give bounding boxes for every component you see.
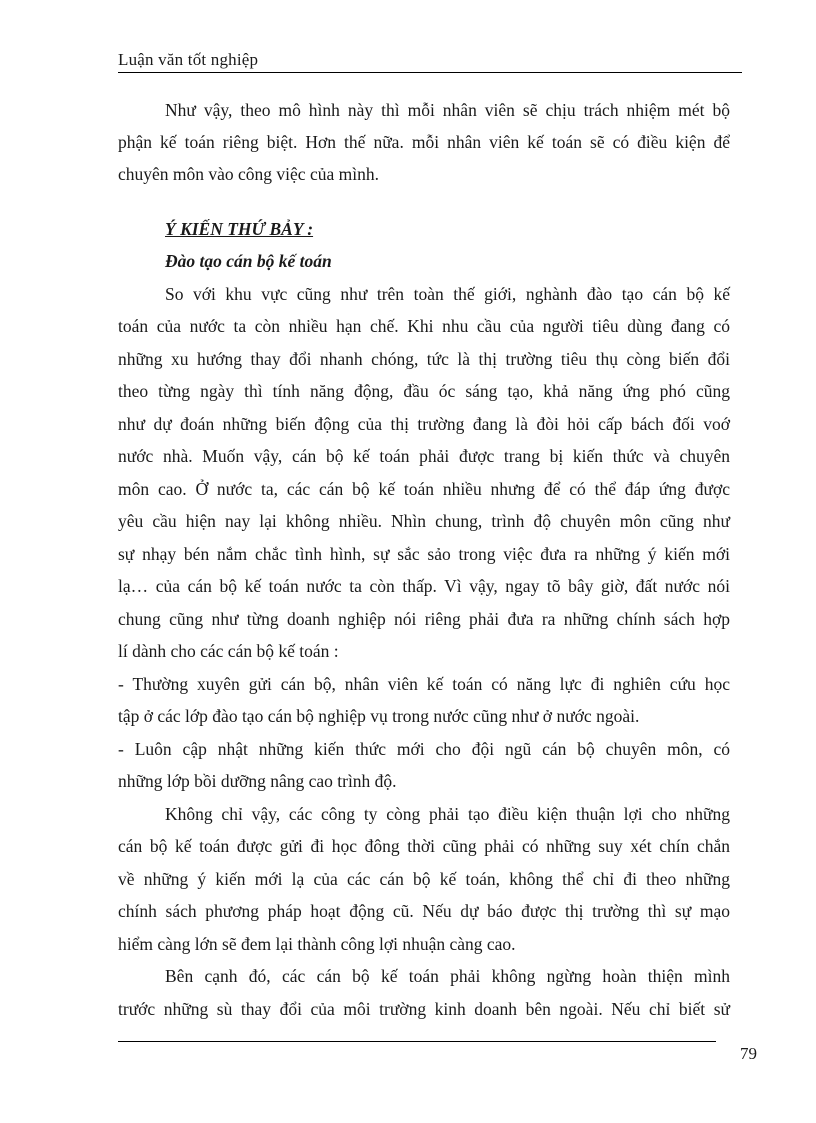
paragraph-line: chuyên môn vào công việc của mình. bbox=[118, 164, 379, 184]
paragraph-line: lí dành cho các cán bộ kế toán : bbox=[118, 641, 339, 661]
paragraph-line: hiểm càng lớn sẽ đem lại thành công lợi nhuận càng cao. bbox=[118, 934, 516, 954]
paragraph-line: cán bộ kế toán được gửi đi học đông thời cũng phải có những suy xét chín chắn bbox=[118, 836, 730, 856]
paragraph-line: lạ… của cán bộ kế toán nước ta còn thấp. Vì vậy, ngay tõ bây giờ, đất nước nói bbox=[118, 576, 730, 596]
bullet-line: - Thường xuyên gửi cán bộ, nhân viên kế toán có năng lực đi nghiên cứu học bbox=[118, 674, 730, 694]
paragraph-line: Bên cạnh đó, các cán bộ kế toán phải không ngừng hoàn thiện mình bbox=[165, 966, 730, 986]
paragraph-line: yêu cầu hiện nay lại không nhiều. Nhìn chung, trình độ chuyên môn cũng như bbox=[118, 511, 730, 531]
bullet-line: tập ở các lớp đào tạo cán bộ nghiệp vụ trong nước cũng như ở nước ngoài. bbox=[118, 706, 640, 726]
paragraph-line: môn cao. Ở nước ta, các cán bộ kế toán nhiều nhưng để có thể đáp ứng được bbox=[118, 479, 730, 499]
page-number: 79 bbox=[740, 1044, 757, 1063]
page-header bbox=[118, 50, 742, 73]
paragraph-line: những xu hướng thay đổi nhanh chóng, tức là thị trường tiêu thụ còng biến đổi bbox=[118, 349, 730, 369]
paragraph-line: theo từng ngày thì tính năng động, đầu óc sáng tạo, khả năng ứng phó cũng bbox=[118, 381, 730, 401]
bullet-line: - Luôn cập nhật những kiến thức mới cho đội ngũ cán bộ chuyên môn, có bbox=[118, 739, 730, 759]
paragraph-line: như dự đoán những biến động của thị trường đang là đòi hỏi cấp bách đối voớ bbox=[118, 414, 730, 434]
paragraph-line: sự nhạy bén nắm chắc tình hình, sự sắc sảo trong việc đưa ra những ý kiến mới bbox=[118, 544, 730, 564]
bullet-line: những lớp bồi dưỡng nâng cao trình độ. bbox=[118, 771, 397, 791]
header-title: Luận văn tốt nghiệp bbox=[118, 50, 259, 69]
paragraph-line: về những ý kiến mới lạ của các cán bộ kế toán, không thể chỉ đi theo những bbox=[118, 869, 730, 889]
paragraph-line: chính sách phương pháp hoạt động cũ. Nếu dự báo được thị trường thì sự mạo bbox=[118, 901, 730, 921]
section-subheading: Đào tạo cán bộ kế toán bbox=[165, 251, 332, 271]
footer-rule bbox=[118, 1041, 716, 1042]
paragraph-line: phận kế toán riêng biệt. Hơn thế nữa. mỗi nhân viên kế toán sẽ có điều kiện để bbox=[118, 132, 730, 152]
section-heading: Ý KIẾN THỨ BẢY : bbox=[165, 219, 314, 239]
paragraph-line: chung cũng như từng doanh nghiệp nói riêng phải đưa ra những chính sách hợp bbox=[118, 609, 730, 629]
paragraph-line: So với khu vực cũng như trên toàn thế giới, nghành đào tạo cán bộ kế bbox=[165, 284, 730, 304]
paragraph-line: trước những sù thay đổi của môi trường kinh doanh bên ngoài. Nếu chỉ biết sử bbox=[118, 999, 730, 1019]
paragraph-line: nước nhà. Muốn vậy, cán bộ kế toán phải được trang bị kiến thức và chuyên bbox=[118, 446, 730, 466]
paragraph-line: Như vậy, theo mô hình này thì mỗi nhân viên sẽ chịu trách nhiệm mét bộ bbox=[165, 100, 730, 120]
paragraph-line: Không chỉ vậy, các công ty còng phải tạo điều kiện thuận lợi cho những bbox=[165, 804, 730, 824]
paragraph-line: toán của nước ta còn nhiều hạn chế. Khi nhu cầu của người tiêu dùng đang có bbox=[118, 316, 730, 336]
